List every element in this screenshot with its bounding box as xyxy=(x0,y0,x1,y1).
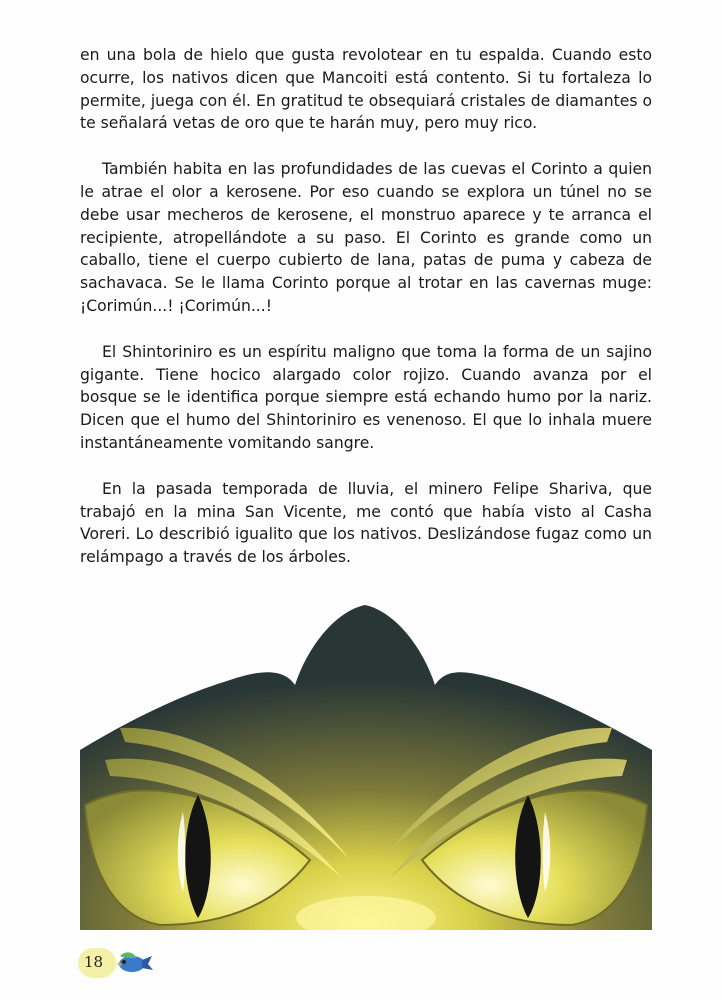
monster-eyes-illustration xyxy=(80,600,652,930)
paragraph-4: En la pasada temporada de lluvia, el minero Felipe Shariva, que trabajó en la mina San Vicente, me contó que había visto al Casha Voreri. Lo describió igualito que los nativos. Deslizándose fugaz como un relámpago a través de los árboles. xyxy=(80,479,652,567)
bird-icon xyxy=(112,946,154,978)
paragraph-3: El Shintoriniro es un espíritu maligno que toma la forma de un sajino gigante. Tiene hocico alargado color rojizo. Cuando avanza por el bosque se le identifica porque siempre está echando humo por la nariz. Dicen que el humo del Shintoriniro es venenoso. El que lo inhala muere instantáneamente vomitando sangre. xyxy=(80,342,652,452)
paragraph-2: También habita en las profundidades de las cuevas el Corinto a quien le atrae el olor a kerosene. Por eso cuando se explora un túnel no se debe usar mecheros de kerosene, el monstruo aparece y te arranca el recipiente, atropellándote a su paso. El Corinto es grande como un caballo, tiene el cuerpo cubierto de lana, patas de puma y cabeza de sachavaca. Se le llama Corinto porque al trotar en las cavernas muge: ¡Corimún...! ¡Corimún...! xyxy=(80,160,652,315)
page-number: 18 xyxy=(84,953,104,971)
paragraph-1: en una bola de hielo que gusta revolotear en tu espalda. Cuando esto ocurre, los nativos dicen que Mancoiti está contento. Si tu fortaleza lo permite, juega con él. En gratitud te obsequiará cristales de diamantes o te señalará vetas de oro que te harán muy, pero muy rico. xyxy=(80,46,652,133)
body-text xyxy=(80,44,652,592)
page-footer xyxy=(78,946,158,980)
